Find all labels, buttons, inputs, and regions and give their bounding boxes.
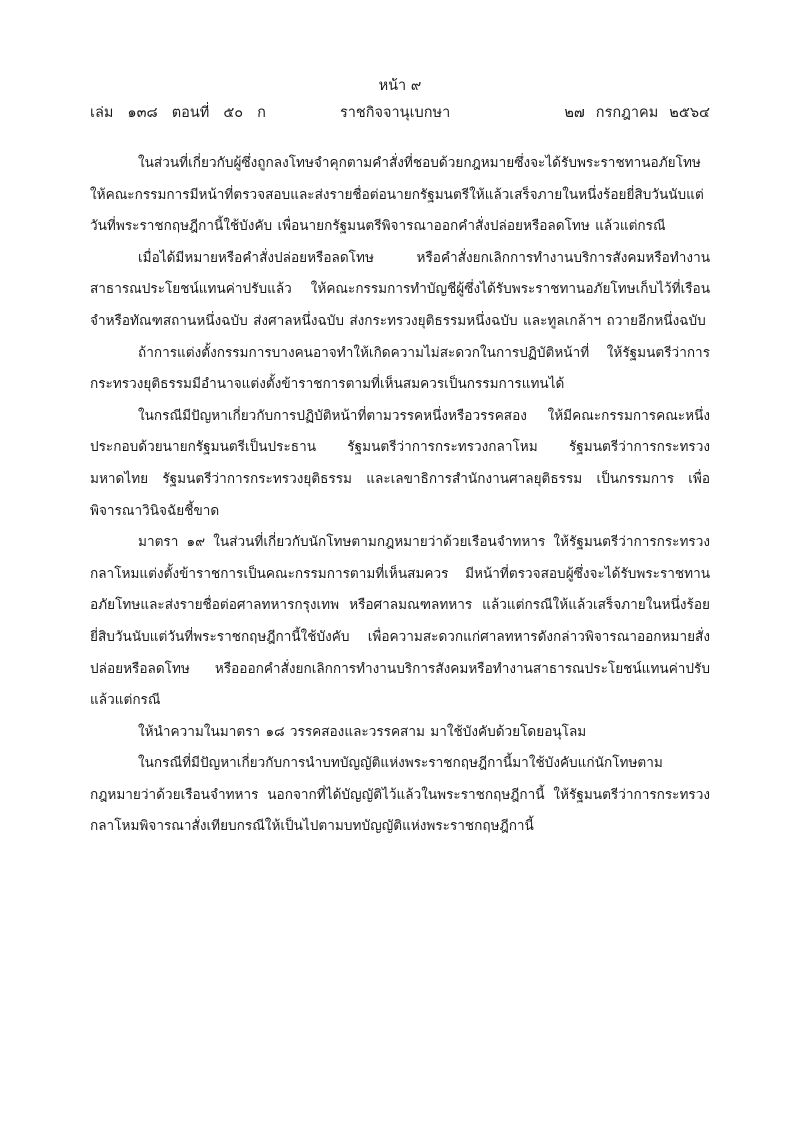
page-number: หน้า ๙ xyxy=(378,78,422,94)
section-number: ๕๐ xyxy=(223,105,244,121)
issue-date xyxy=(553,102,710,124)
date-year: ๒๕๖๔ xyxy=(669,105,710,121)
paragraph: ถ้าการแต่งตั้งกรรมการบางคนอาจทำให้เกิดความไม่สะดวกในการปฏิบัติหน้าที่ ให้รัฐมนตรีว่าการกระทรวงยุติธรรมมีอำนาจแต่งตั้งข้าราชการตามที่เห็นสมควรเป็นกรรมการแทนได้ xyxy=(90,344,710,393)
volume-label: เล่ม xyxy=(90,105,114,121)
paragraph: ในส่วนที่เกี่ยวกับผู้ซึ่งถูกลงโทษจำคุกตามคำสั่งที่ชอบด้วยกฎหมายซึ่งจะได้รับพระราชทานอภัยโทษ ให้คณะกรรมการมีหน้าที่ตรวจสอบและส่งรายชื่อต่อนายกรัฐมนตรีให้แล้วเสร็จภายในหนึ่งร้อยยี่สิบวันนับแต่วันที่พระราชกฤษฎีกานี้ใช้บังคับ เพื่อนายกรัฐมนตรีพิจารณาออกคำสั่งปล่อยหรือลดโทษ แล้วแต่กรณี xyxy=(90,155,704,235)
paragraph: เมื่อได้มีหมายหรือคำสั่งปล่อยหรือลดโทษ หรือคำสั่งยกเลิกการทำงานบริการสังคมหรือทำงานสาธารณประโยชน์แทนค่าปรับแล้ว ให้คณะกรรมการทำบัญชีผู้ซึ่งได้รับพระราชทานอภัยโทษเก็บไว้ที่เรือนจำหรือทัณฑสถานหนึ่งฉบับ ส่งศาลหนึ่งฉบับ ส่งกระทรวงยุติธรรมหนึ่งฉบับ และทูลเกล้าฯ ถวายอีกหนึ่งฉบับ xyxy=(90,249,710,329)
paragraph: ในกรณีมีปัญหาเกี่ยวกับการปฏิบัติหน้าที่ตามวรรคหนึ่งหรือวรรคสอง ให้มีคณะกรรมการคณะหนึ่ง ประกอบด้วยนายกรัฐมนตรีเป็นประธาน รัฐมนตรีว่าการกระทรวงกลาโหม รัฐมนตรีว่าการกระทรวงมหาดไทย รัฐมนตรีว่าการกระทรวงยุติธรรม และเลขาธิการสำนักงานศาลยุติธรรม เป็นกรรมการ เพื่อพิจารณาวินิจฉัยชี้ขาด xyxy=(90,407,710,519)
section-label: ตอนที่ xyxy=(171,105,210,121)
paragraph: ในกรณีที่มีปัญหาเกี่ยวกับการนำบทบัญญัติแห่งพระราชกฤษฎีกานี้มาใช้บังคับแก่นักโทษตามกฎหมายว่าด้วยเรือนจำทหาร นอกจากที่ได้บัญญัติไว้แล้วในพระราชกฤษฎีกานี้ ให้รัฐมนตรีว่าการกระทรวงกลาโหมพิจารณาสั่งเทียบกรณีให้เป็นไปตามบทบัญญัติแห่งพระราชกฤษฎีกานี้ xyxy=(90,755,710,835)
date-month: กรกฎาคม xyxy=(595,105,659,121)
issue-info xyxy=(90,102,280,124)
header-line xyxy=(90,102,710,124)
date-day: ๒๗ xyxy=(564,105,585,121)
paragraph: ให้นำความในมาตรา ๑๘ วรรคสองและวรรคสาม มาใช้บังคับด้วยโดยอนุโลม xyxy=(138,723,587,740)
section-19-paragraph: มาตรา ๑๙ ในส่วนที่เกี่ยวกับนักโทษตามกฎหมายว่าด้วยเรือนจำทหาร ให้รัฐมนตรีว่าการกระทรวงกลาโหมแต่งตั้งข้าราชการเป็นคณะกรรมการตามที่เห็นสมควร มีหน้าที่ตรวจสอบผู้ซึ่งจะได้รับพระราชทานอภัยโทษและส่งรายชื่อต่อศาลทหารกรุงเทพ หรือศาลมณฑลทหาร แล้วแต่กรณีให้แล้วเสร็จภายในหนึ่งร้อยยี่สิบวันนับแต่วันที่พระราชกฤษฎีกานี้ใช้บังคับ เพื่อความสะดวกแก่ศาลทหารดังกล่าวพิจารณาออกหมายสั่งปล่อยหรือลดโทษ หรือออกคำสั่งยกเลิกการทำงานบริการสังคมหรือทำงานสาธารณประโยชน์แทนค่าปรับ แล้วแต่กรณี xyxy=(90,534,710,709)
publication-title: ราชกิจจานุเบกษา xyxy=(340,105,451,121)
volume-number: ๑๓๘ xyxy=(127,105,158,121)
section-letter: ก xyxy=(257,105,266,121)
document-body xyxy=(90,148,710,843)
